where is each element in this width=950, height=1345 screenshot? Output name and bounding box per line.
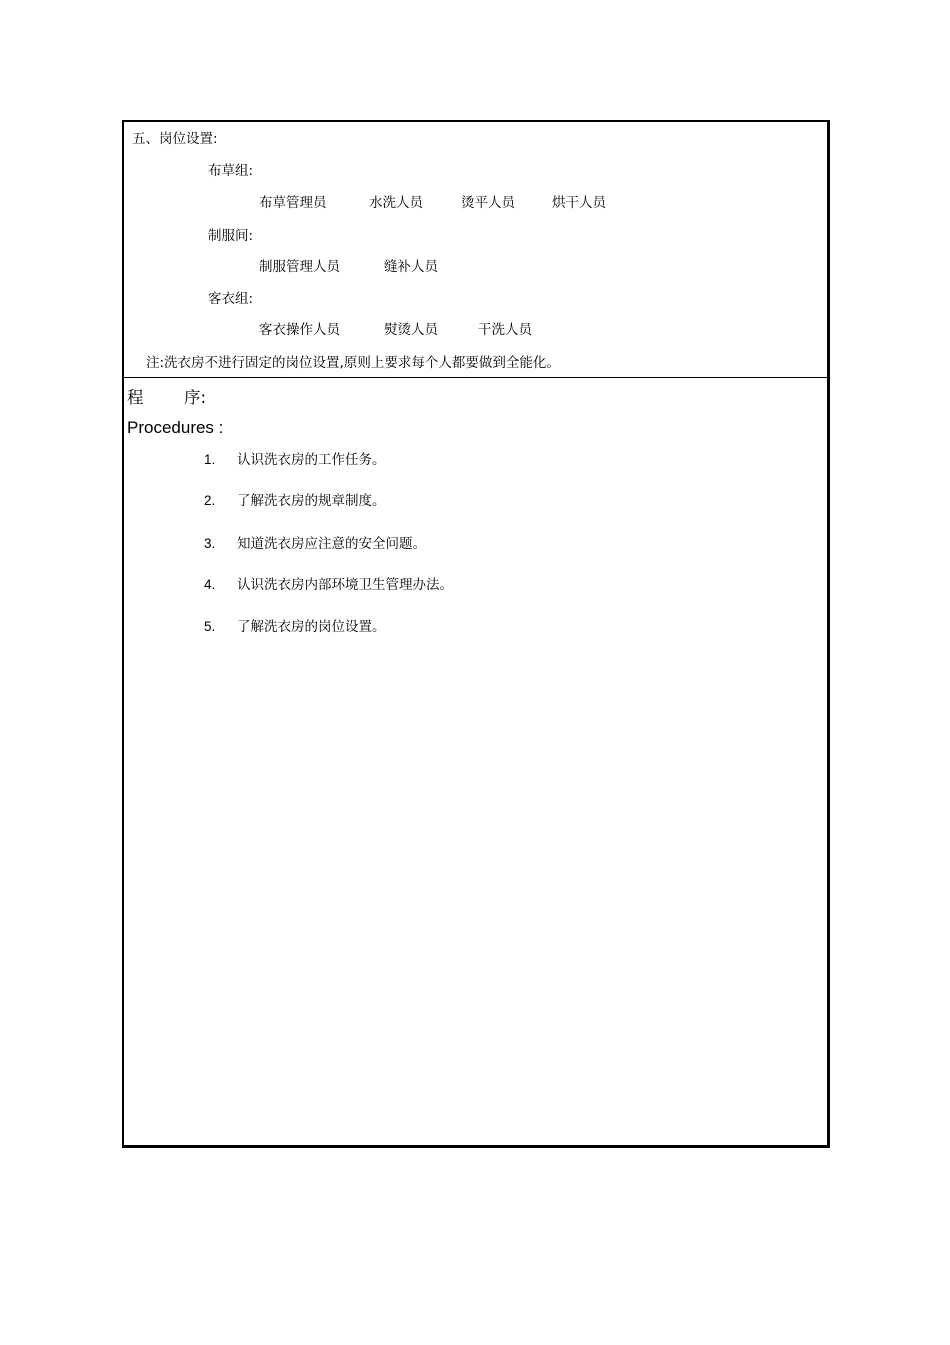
group-title-uniform: 制服间: bbox=[208, 228, 254, 244]
role-item: 烫平人员 bbox=[461, 195, 515, 211]
role-item: 干洗人员 bbox=[478, 322, 532, 338]
procedure-number: 5. bbox=[204, 619, 216, 634]
procedure-number: 4. bbox=[204, 577, 216, 592]
group-title-guest-laundry: 客衣组: bbox=[208, 291, 254, 307]
procedures-title-cn-1: 程 bbox=[127, 388, 144, 407]
role-item: 缝补人员 bbox=[384, 259, 438, 275]
procedure-text: 了解洗衣房的规章制度。 bbox=[237, 493, 386, 509]
role-item: 制服管理人员 bbox=[259, 259, 340, 275]
document-frame bbox=[122, 120, 830, 1148]
role-item: 客衣操作人员 bbox=[259, 322, 340, 338]
procedure-text: 了解洗衣房的岗位设置。 bbox=[237, 619, 386, 635]
note-text: 注:洗衣房不进行固定的岗位设置,原则上要求每个人都要做到全能化。 bbox=[146, 355, 560, 371]
procedure-number: 3. bbox=[204, 536, 216, 551]
role-item: 烘干人员 bbox=[552, 195, 606, 211]
role-item: 熨烫人员 bbox=[384, 322, 438, 338]
group-title-linen: 布草组: bbox=[208, 163, 254, 179]
procedure-text: 认识洗衣房内部环境卫生管理办法。 bbox=[237, 577, 453, 593]
role-item: 水洗人员 bbox=[369, 195, 423, 211]
procedure-text: 知道洗衣房应注意的安全问题。 bbox=[237, 536, 426, 552]
section-heading: 五、岗位设置: bbox=[132, 131, 218, 147]
job-setup-section bbox=[124, 122, 827, 378]
procedure-text: 认识洗衣房的工作任务。 bbox=[237, 452, 386, 468]
procedures-title-cn-2: 序: bbox=[184, 388, 207, 407]
procedures-title-en: Procedures : bbox=[127, 418, 224, 437]
role-item: 布草管理员 bbox=[259, 195, 327, 211]
procedure-number: 2. bbox=[204, 493, 216, 508]
procedure-number: 1. bbox=[204, 452, 216, 467]
